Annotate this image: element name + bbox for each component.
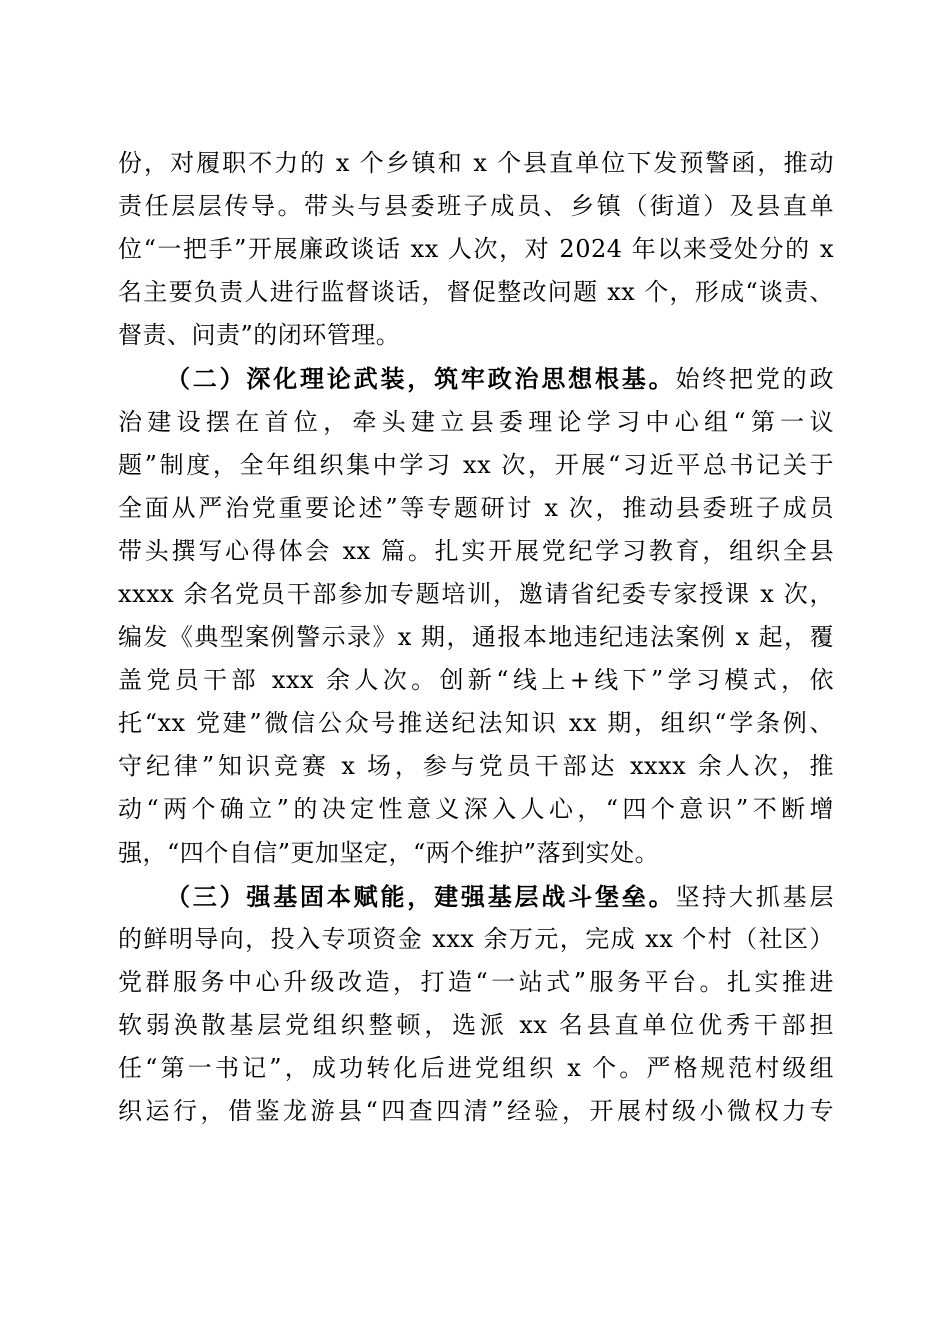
text-run: 坚持大抓基层 [675,882,834,911]
paragraph-1 [118,142,834,357]
text-line: 治建设摆在首位，牵头建立县委理论学习中心组“第一议 [118,407,834,436]
text-line [118,875,834,918]
text-line: 的鲜明导向，投入专项资金 xxx 余万元，完成 xx 个村（社区） [118,924,834,953]
text-line: 份，对履职不力的 x 个乡镇和 x 个县直单位下发预警函，推动 [118,149,834,177]
text-line: 任“第一书记”，成功转化后进党组织 x 个。严格规范村级组 [118,1053,834,1082]
text-run: 始终把党的政 [675,365,834,394]
paragraph-3 [118,875,834,1134]
text-line: 动“两个确立”的决定性意义深入人心，“四个意识”不断增 [118,795,834,824]
text-line: 守纪律”知识竞赛 x 场，参与党员干部达 xxxx 余人次，推 [118,752,834,781]
text-line: 编发《典型案例警示录》x 期，通报本地违纪违法案例 x 起，覆 [118,623,834,652]
text-line: 托“xx 党建”微信公众号推送纪法知识 xx 期，组织“学条例、 [118,709,834,738]
section-heading-2: （二）深化理论武装，筑牢政治思想根基。 [166,364,676,394]
text-line: 督责、问责”的闭环管理。 [118,321,401,350]
section-heading-3: （三）强基固本赋能，建强基层战斗堡垒。 [166,881,676,911]
text-line: 软弱涣散基层党组织整顿，选派 xx 名县直单位优秀干部担 [118,1010,834,1039]
text-line: 名主要负责人进行监督谈话，督促整改问题 xx 个，形成“谈责、 [118,278,834,307]
text-line: 织运行，借鉴龙游县“四查四清”经验，开展村级小微权力专 [118,1097,834,1126]
text-line: 位“一把手”开展廉政谈话 xx 人次，对 2024 年以来受处分的 x [118,235,834,264]
text-line: 题”制度，全年组织集中学习 xx 次，开展“习近平总书记关于 [118,450,834,479]
text-line: 全面从严治党重要论述”等专题研讨 x 次，推动县委班子成员 [118,493,834,522]
paragraph-2 [118,357,834,874]
text-line: 盖党员干部 xxx 余人次。创新“线上+线下”学习模式，依 [118,666,834,695]
text-line: 责任层层传导。带头与县委班子成员、乡镇（街道）及县直单 [118,192,834,221]
text-line: 党群服务中心升级改造，打造“一站式”服务平台。扎实推进 [118,967,834,996]
text-line: xxxx 余名党员干部参加专题培训，邀请省纪委专家授课 x 次， [118,579,834,608]
text-line [118,357,834,400]
document-body [118,142,834,1133]
text-line: 带头撰写心得体会 xx 篇。扎实开展党纪学习教育，组织全县 [118,536,834,565]
text-line: 强，“四个自信”更加坚定，“两个维护”落到实处。 [118,838,660,867]
